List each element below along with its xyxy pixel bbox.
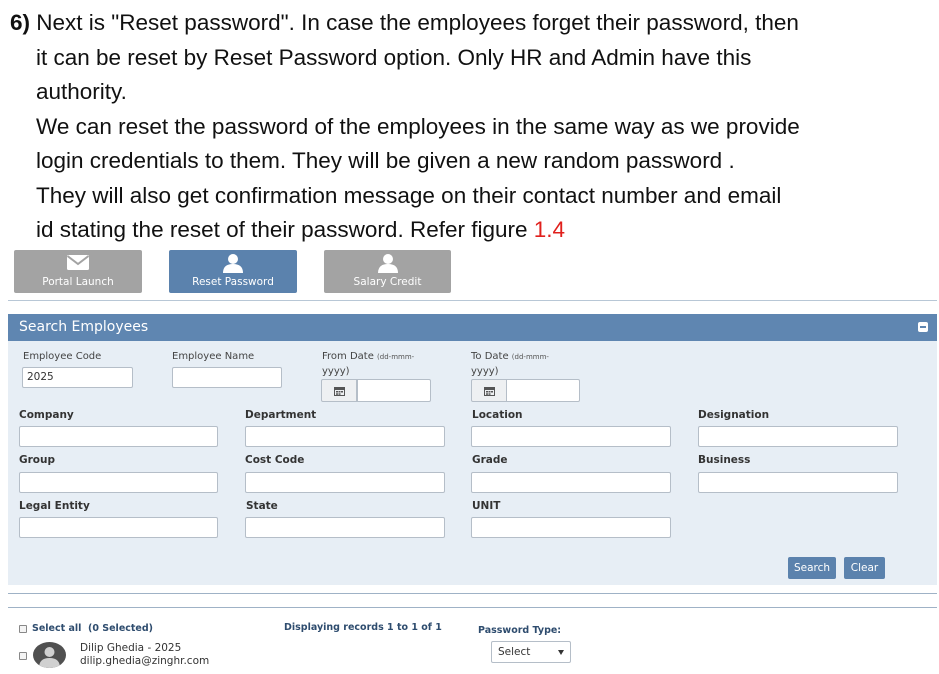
designation-label: Designation <box>698 409 770 421</box>
from-date-calendar-button[interactable] <box>321 379 357 402</box>
avatar <box>33 642 66 668</box>
employee-name-label: Employee Name <box>172 351 255 362</box>
location-label: Location <box>472 409 523 421</box>
employee-name: Dilip Ghedia - 2025 <box>80 642 182 654</box>
department-label: Department <box>245 409 317 421</box>
to-date-hint-2: yyyy) <box>471 366 499 377</box>
selected-count: (0 Selected) <box>88 623 154 634</box>
from-date-hint: (dd-mmm- <box>377 353 415 361</box>
to-date-input[interactable] <box>506 379 580 402</box>
select-all-label <box>32 623 153 634</box>
password-type-value: Select <box>498 646 531 658</box>
intro-text-7: id stating the reset of their password. Refer figure <box>36 217 534 242</box>
department-input[interactable] <box>245 426 445 447</box>
cost-code-label: Cost Code <box>245 454 305 466</box>
intro-line-5: login credentials to them. They will be given a new random password . <box>36 148 735 173</box>
employee-info <box>80 642 209 668</box>
salary-credit-label: Salary Credit <box>353 276 422 288</box>
from-date-title: From Date <box>322 351 374 362</box>
calendar-icon <box>334 386 345 396</box>
figure-reference: 1.4 <box>533 217 566 242</box>
legal-entity-label: Legal Entity <box>19 500 90 512</box>
business-label: Business <box>698 454 751 466</box>
intro-line-2: it can be reset by Reset Password option. Only HR and Admin have this <box>36 44 752 70</box>
business-input[interactable] <box>698 472 898 493</box>
cost-code-input[interactable] <box>245 472 445 493</box>
location-input[interactable] <box>471 426 671 447</box>
calendar-icon <box>484 386 495 396</box>
intro-line-7 <box>10 213 925 248</box>
password-type-label: Password Type: <box>478 625 562 636</box>
group-label: Group <box>19 454 56 466</box>
designation-input[interactable] <box>698 426 898 447</box>
legal-entity-input[interactable] <box>19 517 218 538</box>
divider <box>8 607 937 608</box>
divider <box>8 300 937 301</box>
from-date-label <box>322 351 414 362</box>
instruction-text <box>10 6 925 248</box>
clear-button[interactable]: Clear <box>844 557 885 579</box>
reset-password-label: Reset Password <box>192 276 274 288</box>
panel-title: Search Employees <box>19 319 149 335</box>
password-type-select[interactable] <box>491 641 571 663</box>
from-date-input[interactable] <box>357 379 431 402</box>
grade-input[interactable] <box>471 472 671 493</box>
unit-label: UNIT <box>472 500 501 512</box>
select-all-checkbox[interactable] <box>19 625 27 633</box>
intro-text-1: Next is "Reset password". In case the employees forget their password, then <box>36 10 799 35</box>
records-status: Displaying records 1 to 1 of 1 <box>284 622 442 633</box>
user-icon <box>324 253 451 275</box>
portal-launch-tile[interactable] <box>14 250 142 293</box>
intro-line-4: We can reset the password of the employees in the same way as we provide <box>36 113 800 139</box>
employee-email: dilip.ghedia@zinghr.com <box>80 655 210 667</box>
divider <box>8 593 937 594</box>
person-icon <box>33 642 66 668</box>
chevron-down-icon <box>558 650 564 655</box>
to-date-label <box>471 351 549 362</box>
envelope-icon <box>14 253 142 275</box>
company-input[interactable] <box>19 426 218 447</box>
employee-name-input[interactable] <box>172 367 282 388</box>
intro-line-3: authority. <box>36 79 127 104</box>
employee-code-input[interactable]: 2025 <box>22 367 133 388</box>
action-tiles <box>14 250 474 293</box>
group-input[interactable] <box>19 472 218 493</box>
from-date-hint-2: yyyy) <box>322 366 350 377</box>
select-all-text: Select all <box>32 623 82 634</box>
grade-label: Grade <box>472 454 508 466</box>
portal-launch-label: Portal Launch <box>42 276 114 288</box>
to-date-calendar-button[interactable] <box>471 379 507 402</box>
to-date-hint: (dd-mmm- <box>511 353 549 361</box>
intro-line-1 <box>10 6 925 41</box>
employee-code-label: Employee Code <box>23 351 102 362</box>
state-input[interactable] <box>245 517 445 538</box>
user-icon <box>169 253 297 275</box>
salary-credit-tile[interactable] <box>324 250 451 293</box>
intro-line-6: They will also get confirmation message on their contact number and email <box>36 182 782 208</box>
step-number: 6) <box>10 10 31 35</box>
reset-password-tile[interactable] <box>169 250 297 293</box>
row-checkbox[interactable] <box>19 652 27 660</box>
search-employees-header <box>8 314 937 341</box>
state-label: State <box>246 500 278 512</box>
unit-input[interactable] <box>471 517 671 538</box>
collapse-icon[interactable] <box>918 322 928 332</box>
company-label: Company <box>19 409 74 421</box>
to-date-title: To Date <box>471 351 509 362</box>
search-button[interactable]: Search <box>788 557 836 579</box>
